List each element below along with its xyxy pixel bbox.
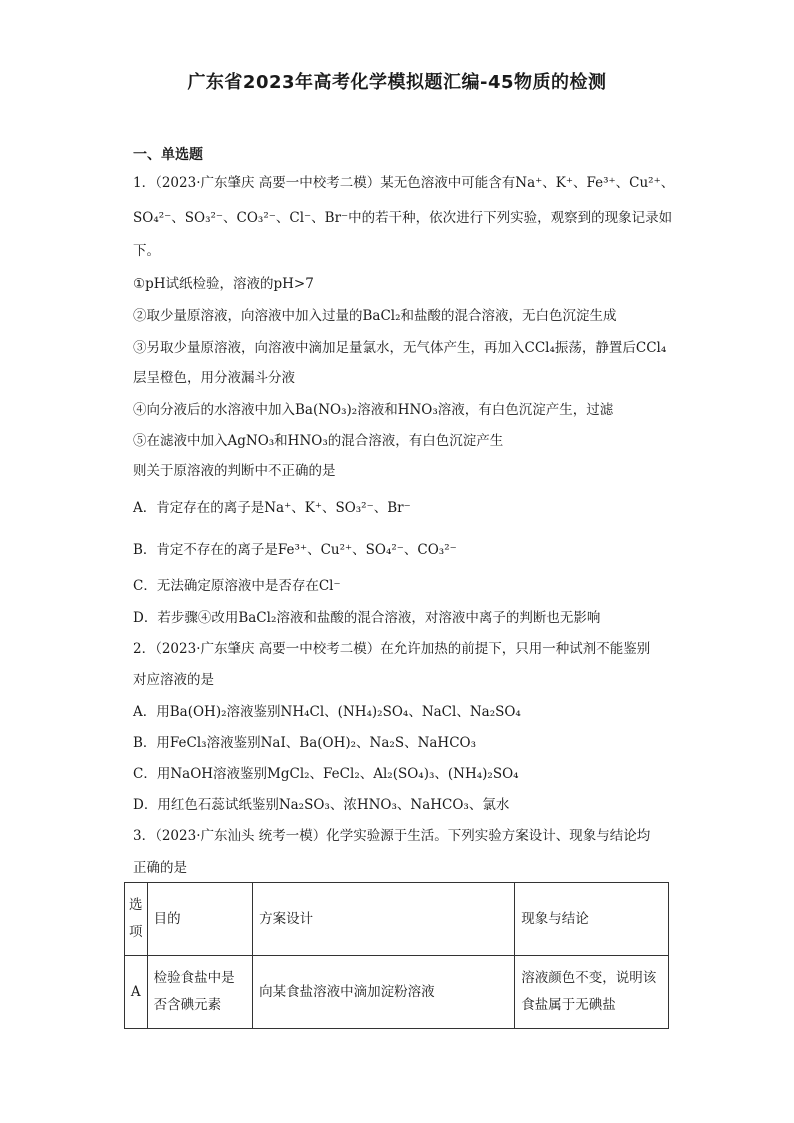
q2-option-a: A．用Ba(OH)₂溶液鉴别NH₄Cl、(NH₄)₂SO₄、NaCl、Na₂SO₄ <box>133 704 521 720</box>
table-row <box>125 956 669 1029</box>
q3-options-table <box>124 882 669 1029</box>
q1-step-4: ④向分液后的水溶液中加入Ba(NO₃)₂溶液和HNO₃溶液，有白色沉淀产生，过滤 <box>133 402 614 418</box>
header-option-label-1: 选 <box>129 897 143 913</box>
row-purpose <box>147 956 252 1029</box>
header-option-label-2: 项 <box>129 924 143 940</box>
header-option-cell <box>125 883 148 956</box>
header-result: 现象与结论 <box>515 883 669 956</box>
q1-step-3b: 层呈橙色，用分液漏斗分液 <box>133 370 295 386</box>
row-result <box>515 956 669 1029</box>
q3-stem-line-2: 正确的是 <box>133 860 187 876</box>
row-option-label: A <box>125 956 148 1029</box>
section-heading: 一、单选题 <box>133 147 203 163</box>
q1-step-3a: ③另取少量原溶液，向溶液中滴加足量氯水，无气体产生，再加入CCl₄振荡，静置后CCl₄ <box>133 340 667 356</box>
q2-option-c: C．用NaOH溶液鉴别MgCl₂、FeCl₂、Al₂(SO₄)₃、(NH₄)₂SO₄ <box>133 766 519 782</box>
table-header-row <box>125 883 669 956</box>
q1-question: 则关于原溶液的判断中不正确的是 <box>133 463 336 479</box>
q3-stem-line-1: 3．（2023·广东汕头 统考一模）化学实验源于生活。下列实验方案设计、现象与结论均 <box>133 828 651 844</box>
q1-stem-line-1: 1．（2023·广东肇庆 高要一中校考二模）某无色溶液中可能含有Na⁺、K⁺、Fe³⁺、Cu²⁺、 <box>133 175 675 191</box>
row-result-line-2: 食盐属于无碘盐 <box>521 997 616 1013</box>
q1-stem-line-3: 下。 <box>133 243 160 259</box>
q2-option-b: B．用FeCl₃溶液鉴别NaI、Ba(OH)₂、Na₂S、NaHCO₃ <box>133 735 477 751</box>
q1-option-b: B．肯定不存在的离子是Fe³⁺、Cu²⁺、SO₄²⁻、CO₃²⁻ <box>133 542 457 558</box>
q1-option-d: D．若步骤④改用BaCl₂溶液和盐酸的混合溶液，对溶液中离子的判断也无影响 <box>133 610 601 626</box>
q1-step-1: ①pH试纸检验，溶液的pH>7 <box>133 276 314 292</box>
header-plan: 方案设计 <box>253 883 515 956</box>
row-purpose-line-1: 检验食盐中是 <box>153 970 235 986</box>
q1-option-a: A．肯定存在的离子是Na⁺、K⁺、SO₃²⁻、Br⁻ <box>133 500 411 516</box>
row-purpose-line-2: 否含碘元素 <box>153 997 222 1013</box>
header-purpose: 目的 <box>147 883 252 956</box>
document-title: 广东省2023年高考化学模拟题汇编-45物质的检测 <box>187 72 607 93</box>
row-result-line-1: 溶液颜色不变，说明该 <box>521 970 657 986</box>
q1-option-c: C．无法确定原溶液中是否存在Cl⁻ <box>133 578 341 594</box>
q2-stem-line-2: 对应溶液的是 <box>133 672 214 688</box>
q1-step-2: ②取少量原溶液，向溶液中加入过量的BaCl₂和盐酸的混合溶液，无白色沉淀生成 <box>133 308 617 324</box>
q1-step-5: ⑤在滤液中加入AgNO₃和HNO₃的混合溶液，有白色沉淀产生 <box>133 433 504 449</box>
row-plan: 向某食盐溶液中滴加淀粉溶液 <box>253 956 515 1029</box>
q2-option-d: D．用红色石蕊试纸鉴别Na₂SO₃、浓HNO₃、NaHCO₃、氯水 <box>133 797 510 813</box>
q2-stem-line-1: 2．（2023·广东肇庆 高要一中校考二模）在允许加热的前提下，只用一种试剂不能鉴别 <box>133 641 651 657</box>
q1-stem-line-2: SO₄²⁻、SO₃²⁻、CO₃²⁻、Cl⁻、Br⁻中的若干种，依次进行下列实验，观察到的现象记录如 <box>133 210 673 226</box>
